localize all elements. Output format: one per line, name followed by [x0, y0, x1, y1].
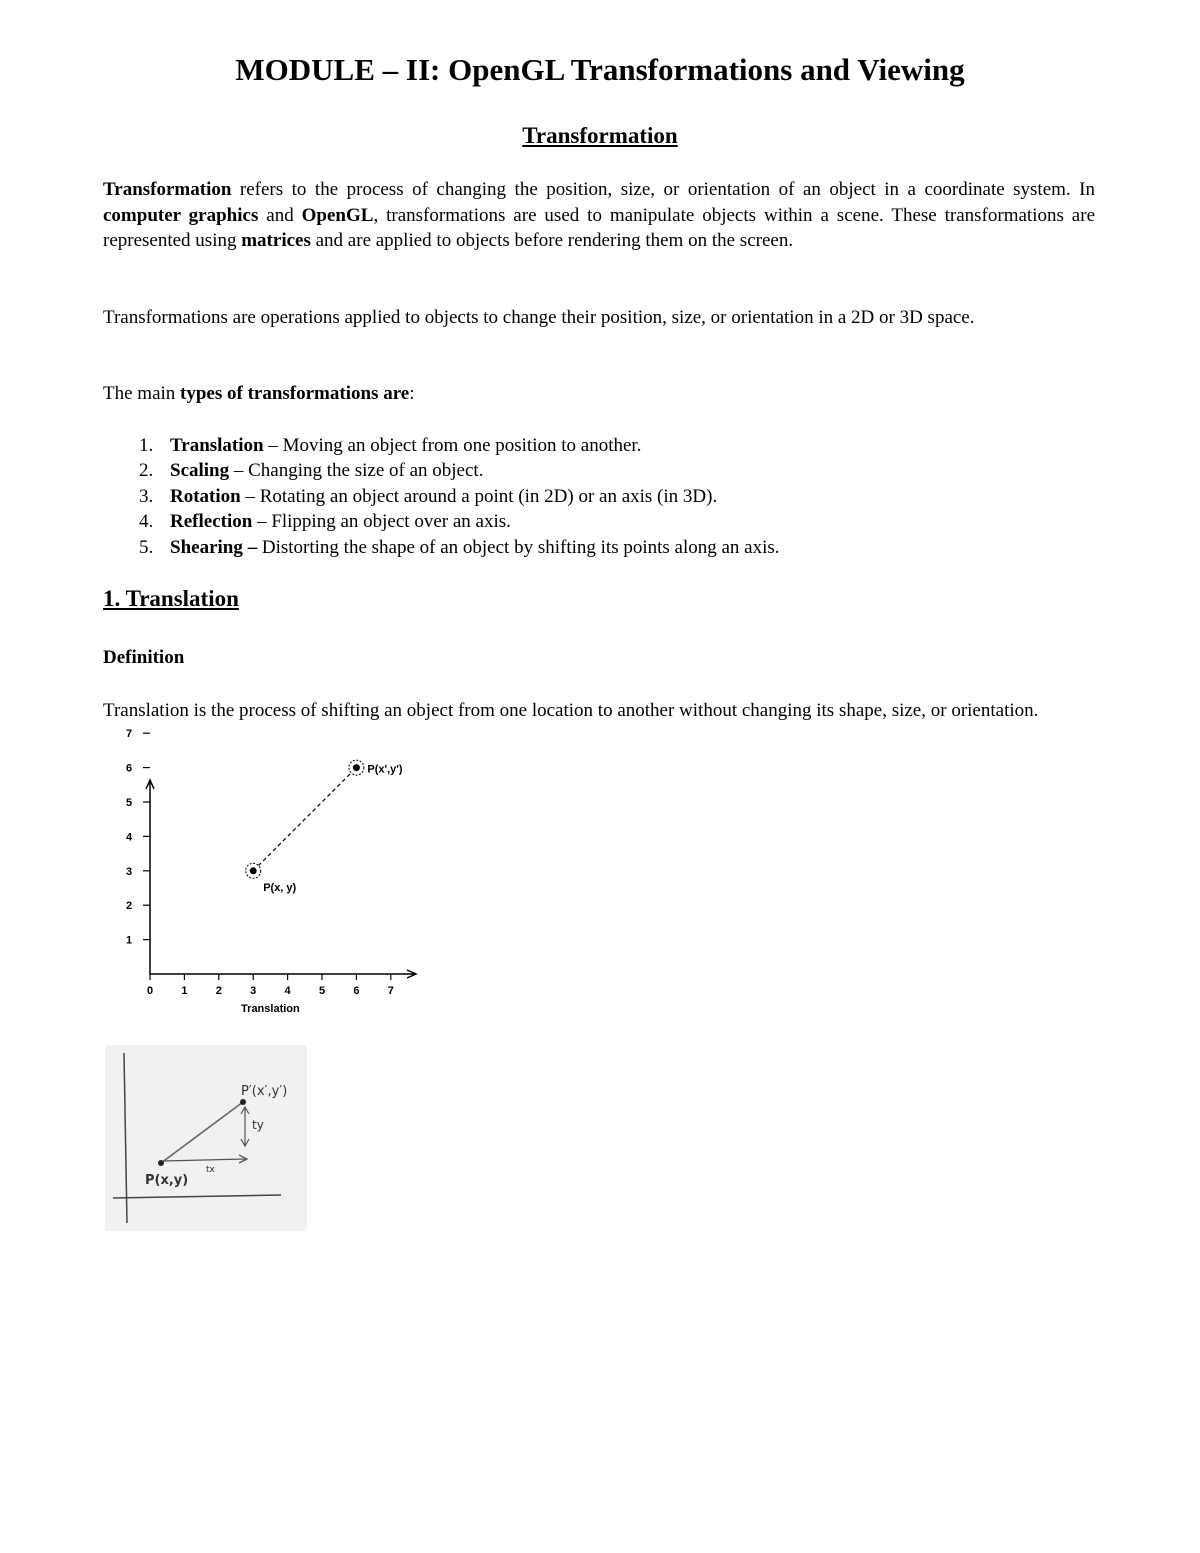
definition-heading: Definition	[103, 647, 185, 668]
x-tick-label: 5	[318, 985, 326, 997]
list-item-description: Distorting the shape of an object by shifting its points along an axis.	[257, 536, 780, 558]
list-item-name: Scaling	[170, 460, 230, 482]
y-tick-label: 2	[126, 900, 133, 913]
list-item	[103, 458, 1095, 483]
data-point	[353, 764, 360, 771]
x-tick-label: 2	[215, 985, 222, 997]
list-item-name: Translation	[170, 435, 264, 456]
bold-term: computer graphics	[103, 204, 259, 226]
data-point-label: P(x',y')	[367, 763, 403, 776]
x-axis-label: Translation	[241, 1003, 300, 1015]
list-number: 3.	[139, 485, 154, 507]
sketch-background	[105, 1045, 307, 1231]
list-item-name: Rotation	[170, 485, 241, 507]
intro-paragraph	[103, 177, 1095, 254]
data-point-label: P(x, y)	[263, 881, 297, 894]
y-tick-label: 3	[126, 865, 133, 878]
x-tick-label: 3	[250, 985, 257, 997]
bold-term: matrices	[241, 230, 311, 252]
list-item	[103, 535, 1095, 560]
sketch-point-p-prime	[240, 1099, 246, 1105]
list-item	[103, 484, 1095, 509]
sketch-label-ty: ty	[252, 1118, 264, 1132]
text-span: refers to the process of changing the position, size, or orientation of an object in a coordinate system. In	[231, 179, 1095, 200]
list-item-description: – Flipping an object over an axis.	[252, 511, 511, 533]
list-item-description: – Moving an object from one position to another.	[263, 435, 642, 456]
bold-term: Transformation	[103, 179, 232, 200]
sketch-label-tx: tx	[206, 1165, 215, 1175]
bold-term: OpenGL	[301, 204, 374, 226]
y-tick-label: 6	[126, 762, 133, 775]
bold-term: types of transformations are	[180, 383, 410, 404]
list-item-description: – Changing the size of an object.	[229, 460, 484, 482]
chart-marks	[246, 760, 403, 894]
translation-sketch	[105, 1045, 307, 1231]
text-span: , transformations are used to manipulate objects within a scene. These transformations are represented using	[103, 204, 1095, 252]
text-span: The main	[103, 383, 181, 404]
list-item-name: Shearing –	[170, 536, 258, 558]
list-item-name: Reflection	[170, 511, 253, 533]
list-item	[103, 433, 1095, 458]
definition-paragraph: Translation is the process of shifting an object from one location to another without changing its shape, size, or orientation.	[103, 700, 1039, 721]
list-item-description: – Rotating an object around a point (in 2D) or an axis (in 3D).	[240, 485, 718, 507]
list-number: 1.	[139, 435, 154, 456]
list-number: 2.	[139, 460, 154, 482]
text-span: and	[258, 204, 302, 226]
y-tick-label: 1	[126, 934, 133, 947]
list-number: 4.	[139, 511, 154, 533]
x-tick-label: 4	[284, 985, 291, 997]
page-title: MODULE – II: OpenGL Transformations and Viewing	[235, 52, 965, 87]
list-item	[103, 509, 1095, 534]
sketch-label-p-prime: P′(x′,y′)	[241, 1084, 288, 1099]
translation-connector	[253, 768, 356, 871]
data-point	[250, 867, 257, 874]
operations-paragraph: Transformations are operations applied to objects to change their position, size, or orientation in a 2D or 3D space.	[103, 307, 975, 328]
x-tick-label: 6	[353, 985, 360, 997]
x-tick-label: 0	[146, 985, 154, 997]
section-heading-translation: 1. Translation	[103, 586, 239, 611]
list-number: 5.	[139, 536, 154, 558]
text-span: :	[409, 383, 415, 404]
y-tick-label: 7	[126, 728, 133, 741]
text-span: and are applied to objects before rendering them on the screen.	[310, 230, 794, 252]
x-tick-label: 1	[181, 985, 188, 997]
sketch-label-p: P(x,y)	[145, 1173, 189, 1188]
y-tick-label: 5	[126, 797, 133, 809]
translation-chart	[100, 728, 430, 1022]
x-tick-label: 7	[387, 985, 394, 997]
transformation-types-list	[103, 433, 1095, 560]
y-tick-label: 4	[126, 831, 133, 844]
types-intro-paragraph	[103, 381, 1095, 407]
section-subtitle: Transformation	[522, 123, 678, 148]
